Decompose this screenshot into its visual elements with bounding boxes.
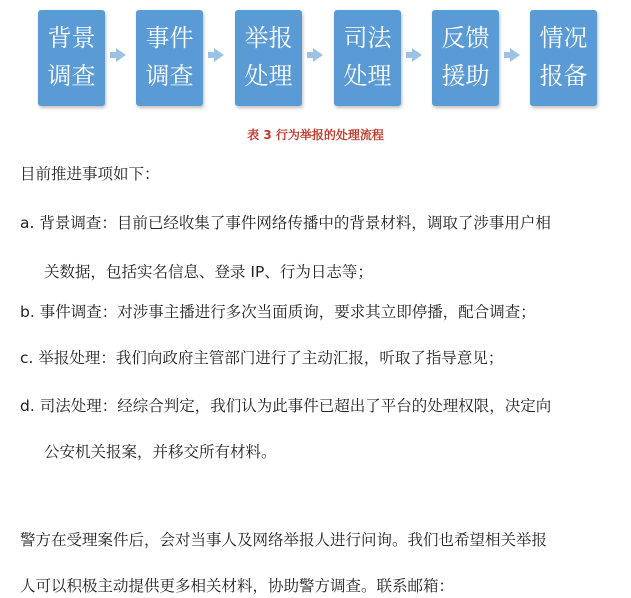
flow-step-feedback-assistance [432, 10, 499, 106]
table-caption: 表 3 行为举报的处理流程 [247, 128, 384, 142]
flow-step-line: 处理 [244, 62, 293, 90]
flow-step-line: 情况 [539, 24, 588, 52]
item-d-line1: d. 司法处理：经综合判定，我们认为此事件已超出了平台的处理权限，决定向 [20, 397, 552, 415]
flow-step-report-handling [235, 10, 302, 106]
flow-step-background-investigation [38, 10, 105, 106]
item-a-line2: 关数据，包括实名信息、登录 IP、行为日志等； [44, 263, 373, 281]
intro-text: 目前推进事项如下： [20, 165, 160, 183]
flow-arrow-icon [313, 48, 323, 62]
flow-step-line: 背景 [47, 24, 96, 52]
flow-arrow-icon [412, 48, 422, 62]
flow-step-line: 司法 [343, 24, 392, 52]
flow-arrow-icon [510, 48, 520, 62]
flow-step-line: 举报 [244, 24, 293, 52]
flow-step-line: 处理 [343, 62, 392, 90]
flow-step-judicial-handling [334, 10, 401, 106]
item-a-line1: a. 背景调查：目前已经收集了事件网络传播中的背景材料，调取了涉事用户相 [20, 214, 551, 232]
flow-step-line: 事件 [145, 24, 194, 52]
flow-step-line: 调查 [145, 62, 194, 90]
closing-line2: 人可以积极主动提供更多相关材料，协助警方调查。联系邮箱： [20, 577, 455, 595]
flow-step-line: 调查 [47, 62, 96, 90]
item-d-line2: 公安机关报案，并移交所有材料。 [44, 443, 277, 461]
process-flow-diagram [0, 0, 631, 112]
flow-step-line: 反馈 [441, 24, 490, 52]
flow-arrow-icon [116, 48, 126, 62]
closing-line1: 警方在受理案件后，会对当事人及网络举报人进行问询。我们也希望相关举报 [20, 531, 548, 549]
flow-step-situation-report [530, 10, 597, 106]
flow-step-line: 援助 [441, 62, 490, 90]
flow-arrow-icon [214, 48, 224, 62]
item-b-line1: b. 事件调查：对涉事主播进行多次当面质询，要求其立即停播，配合调查； [20, 303, 536, 321]
item-c-line1: c. 举报处理：我们向政府主管部门进行了主动汇报，听取了指导意见； [20, 349, 504, 367]
flow-step-line: 报备 [539, 62, 588, 90]
flow-step-event-investigation [136, 10, 203, 106]
